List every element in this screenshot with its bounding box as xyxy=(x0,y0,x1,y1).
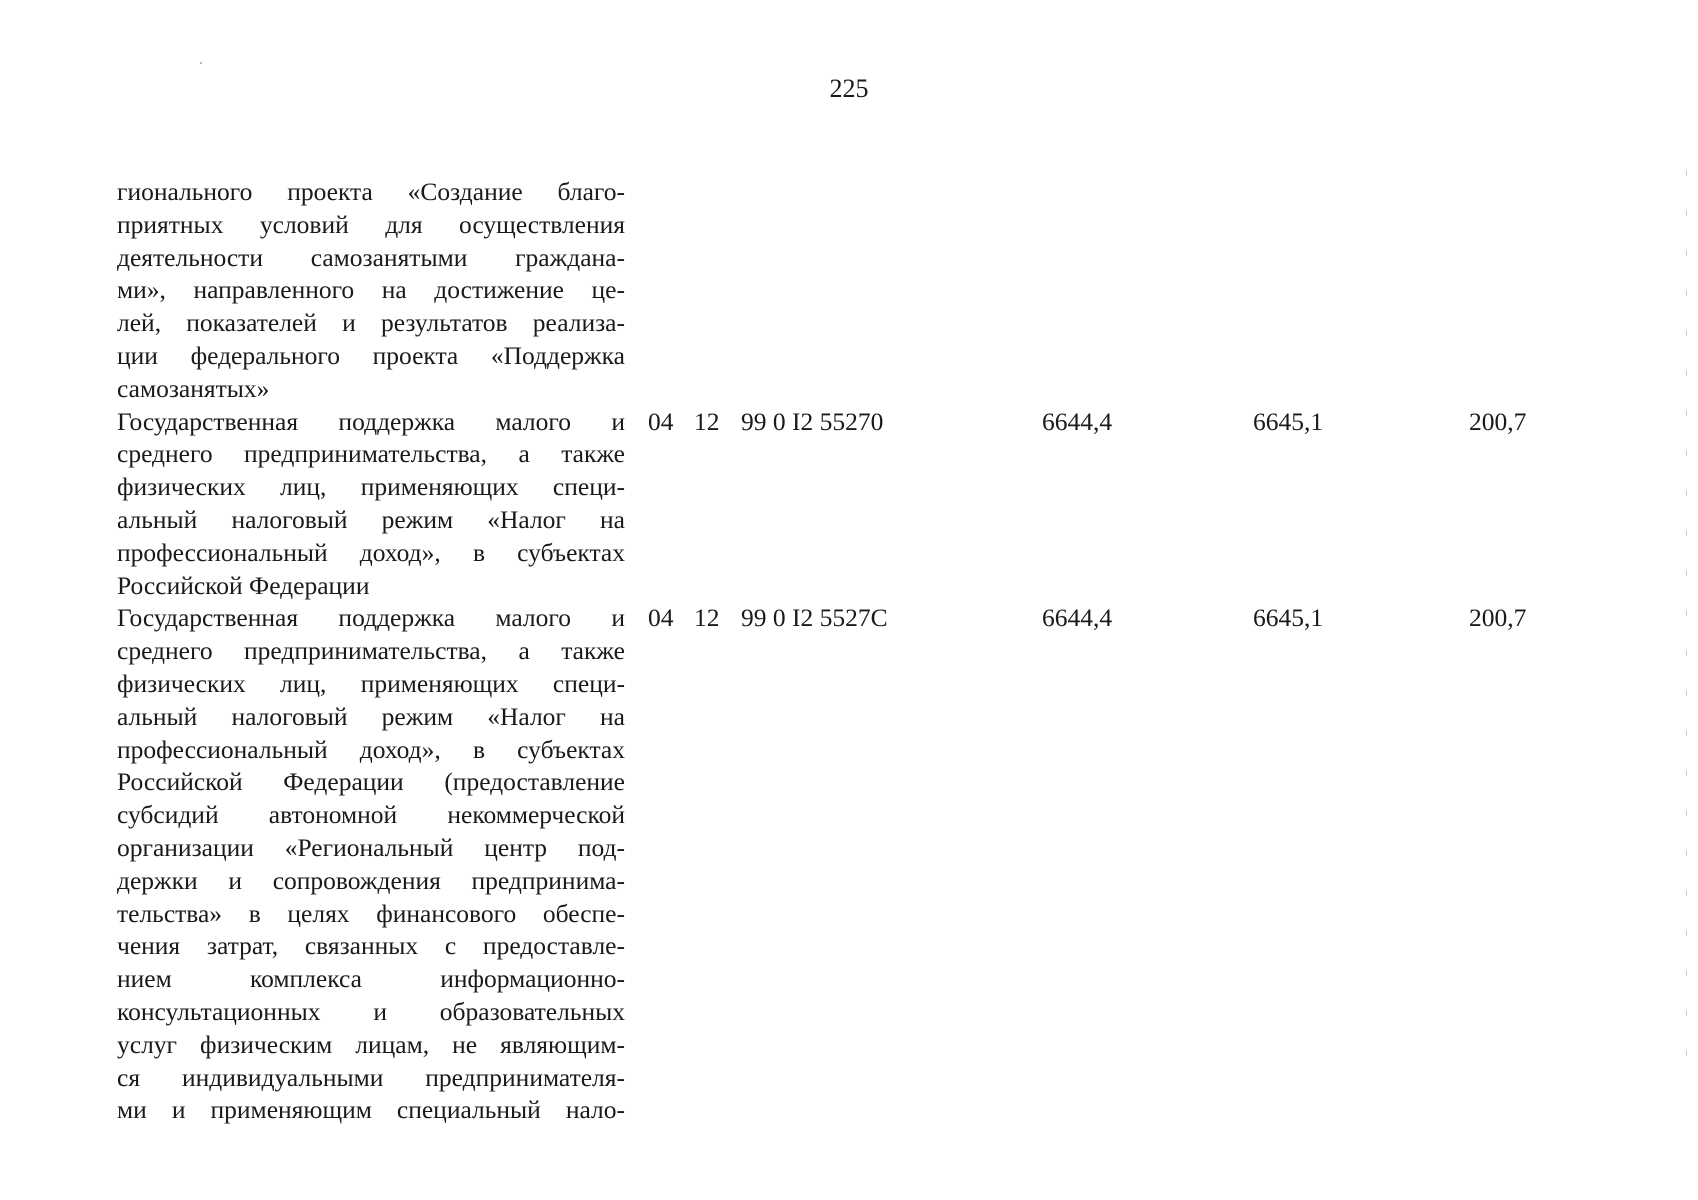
page-number: 225 xyxy=(829,74,869,103)
section-code: 04 xyxy=(648,406,674,436)
target-article-code: 99 0 I2 55270 xyxy=(741,406,884,436)
description-line: лей, показателей и результатов реализа- xyxy=(117,308,625,338)
amount-3: 200,7 xyxy=(1469,406,1527,436)
budget-table xyxy=(117,176,1527,1127)
description-line: гионального проекта «Создание благо- xyxy=(117,177,625,206)
table-row xyxy=(117,406,1527,603)
row-description xyxy=(117,602,625,1127)
target-article-code: 99 0 I2 5527C xyxy=(741,603,888,633)
description-line: Государственная поддержка малого и xyxy=(117,603,625,633)
row-description xyxy=(117,406,625,603)
description-line: ся индивидуальными предпринимателя- xyxy=(117,1062,625,1092)
description-line: ми и применяющим специальный нало- xyxy=(117,1095,625,1125)
amount-1: 6644,4 xyxy=(1042,603,1113,633)
description-line: среднего предпринимательства, а также xyxy=(117,636,625,666)
description-line: Государственная поддержка малого и xyxy=(117,406,625,436)
subsection-code: 12 xyxy=(694,603,720,633)
amount-1: 6644,4 xyxy=(1042,406,1113,436)
description-line: альный налоговый режим «Налог на xyxy=(117,701,625,731)
description-line: среднего предпринимательства, а также xyxy=(117,439,625,469)
description-line: услуг физическим лицам, не являющим- xyxy=(117,1029,625,1059)
description-line: самозанятых» xyxy=(117,373,270,403)
description-line: нием комплекса информационно- xyxy=(117,964,625,994)
table-row xyxy=(117,176,625,406)
description-line: физических лиц, применяющих специ- xyxy=(117,668,625,698)
table-row xyxy=(117,602,1527,1127)
description-line: альный налоговый режим «Налог на xyxy=(117,504,625,534)
description-line: профессиональный доход», в субъектах xyxy=(117,734,625,764)
description-line: профессиональный доход», в субъектах xyxy=(117,537,625,567)
description-line: ции федерального проекта «Поддержка xyxy=(117,340,625,370)
amount-2: 6645,1 xyxy=(1253,603,1324,633)
description-line: организации «Региональный центр под- xyxy=(117,832,625,862)
scan-edge-mark xyxy=(1686,170,1687,1070)
description-line: консультационных и образовательных xyxy=(117,996,625,1026)
description-line: чения затрат, связанных с предоставле- xyxy=(117,931,625,961)
description-line: физических лиц, применяющих специ- xyxy=(117,472,625,502)
amount-3: 200,7 xyxy=(1469,603,1527,633)
description-line: ми», направленного на достижение це- xyxy=(117,275,625,305)
description-line: держки и сопровождения предпринима- xyxy=(117,865,625,895)
amount-2: 6645,1 xyxy=(1253,406,1324,436)
scan-dot xyxy=(200,62,202,64)
subsection-code: 12 xyxy=(694,406,720,436)
description-line: тельства» в целях финансового обеспе- xyxy=(117,898,625,928)
description-line: субсидий автономной некоммерческой xyxy=(117,800,625,830)
description-line: Российской Федерации (предоставление xyxy=(117,767,625,797)
row-description xyxy=(117,176,625,406)
description-line: деятельности самозанятыми граждана- xyxy=(117,242,625,272)
description-line: Российской Федерации xyxy=(117,570,370,600)
description-line: приятных условий для осуществления xyxy=(117,209,625,239)
section-code: 04 xyxy=(648,603,674,633)
